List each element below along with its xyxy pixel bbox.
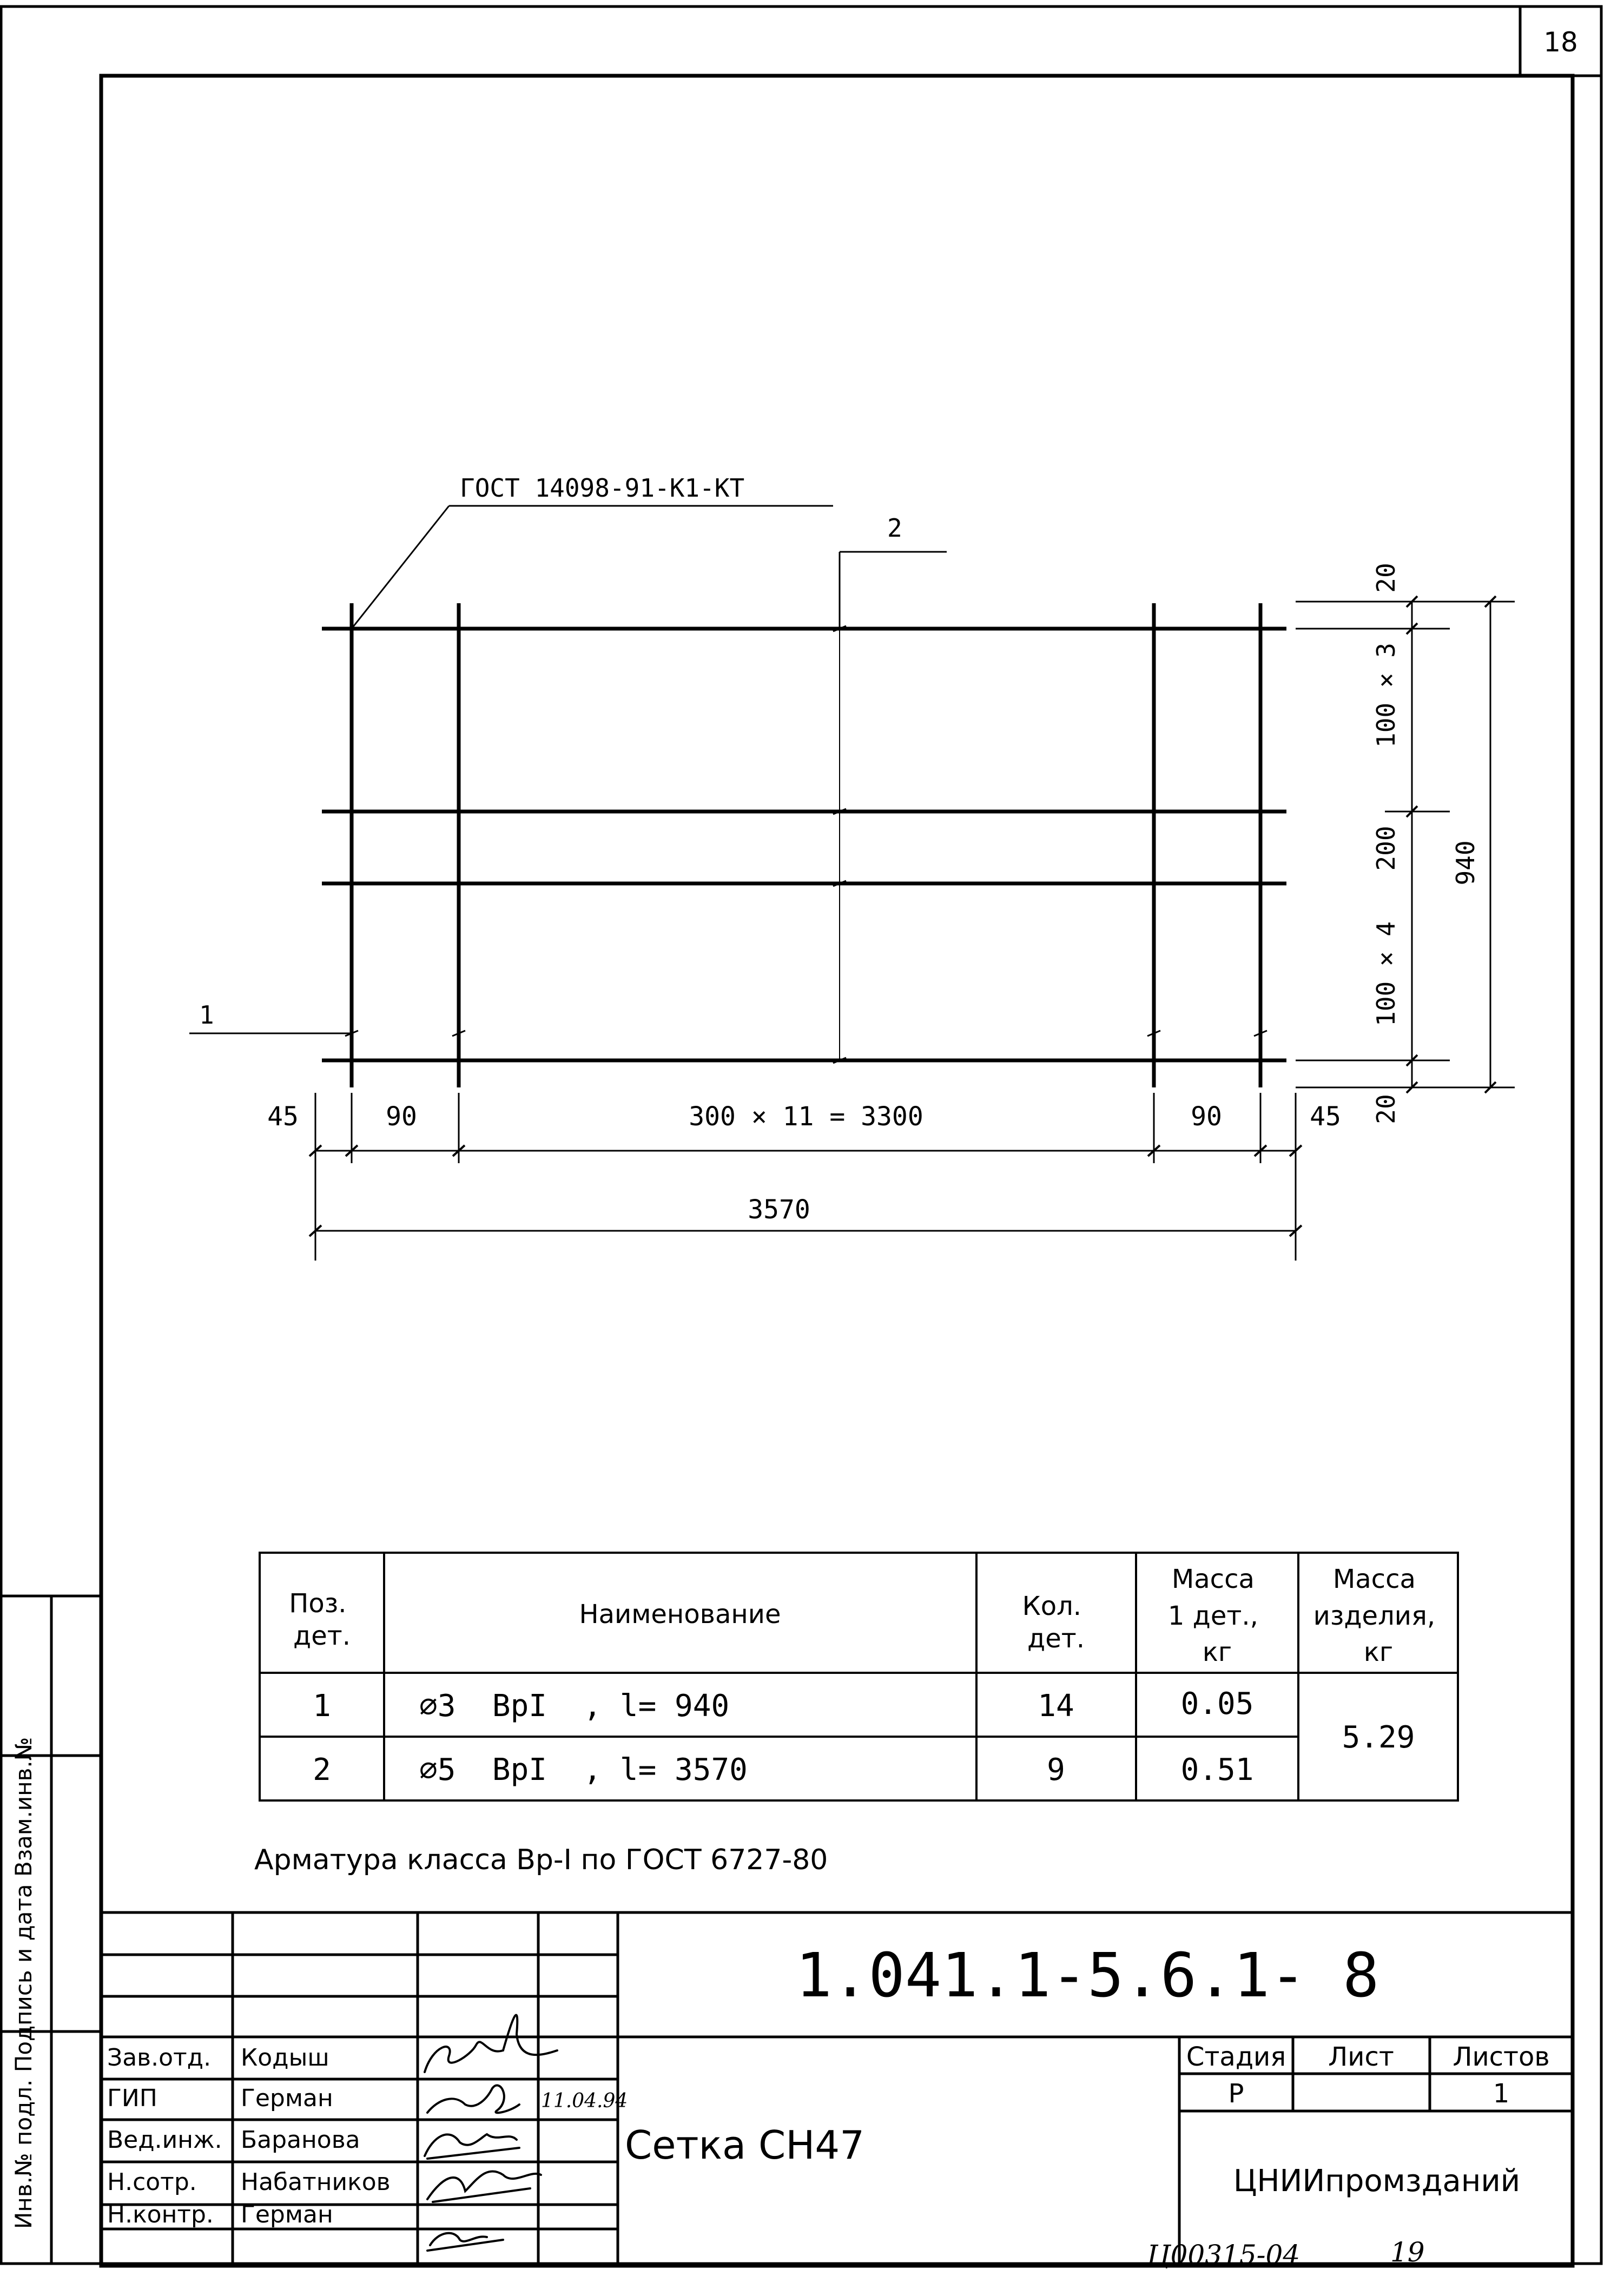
header-pos-line1: Поз.: [289, 1588, 347, 1619]
vertical-dimensions: [1296, 596, 1515, 1093]
sig-role-1: Зав.отд.: [107, 2044, 212, 2072]
bottom-archive-number: Ц00315-04: [1147, 2239, 1300, 2269]
sheet-number: 18: [1543, 27, 1578, 58]
dim-20-top: 20: [1371, 563, 1401, 593]
longitudinal-bars: [322, 629, 1286, 1060]
table-row: [313, 1752, 1253, 1788]
document-code: 1.041.1-5.6.1- 8: [795, 1941, 1379, 2011]
row-1-mass: 0.05: [1180, 1686, 1254, 1721]
header-name: Наименование: [579, 1599, 781, 1630]
header-pos: [289, 1588, 355, 1651]
dim-200: 200: [1371, 826, 1401, 871]
total-mass: 5.29: [1342, 1720, 1415, 1755]
sig-name-5: Герман: [241, 2201, 333, 2228]
header-mass-one: [1168, 1564, 1266, 1667]
row-1-pos: 1: [313, 1688, 331, 1724]
mesh-drawing: [189, 473, 1515, 1261]
dim-45-right: 45: [1310, 1101, 1341, 1132]
dim-20-bottom: 20: [1371, 1094, 1401, 1124]
approval-date: 11.04.94: [541, 2090, 628, 2112]
row-1-qty: 14: [1038, 1688, 1074, 1724]
sheet-frame: [1, 6, 1601, 2266]
stage-label: Стадия: [1186, 2042, 1286, 2072]
header-qty: [1022, 1591, 1090, 1654]
sig-name-4: Набатников: [241, 2168, 391, 2196]
position-1-label: 1: [199, 1000, 214, 1030]
header-mass-product-line3: кг: [1363, 1637, 1394, 1667]
header-mass-one-line1: Масса: [1171, 1564, 1255, 1594]
spec-table: [260, 1553, 1458, 1800]
side-stamp-text: Инв.№ подл. Подпись и дата Взам.инв.№: [10, 1737, 37, 2229]
dim-45-left: 45: [267, 1101, 299, 1132]
dim-90-right: 90: [1191, 1101, 1222, 1132]
sig-role-2: ГИП: [107, 2085, 157, 2112]
dim-total-width: 3570: [748, 1195, 810, 1225]
table-row: [313, 1686, 1253, 1724]
header-mass-product-line2: изделия,: [1313, 1601, 1436, 1631]
sheets-value: 1: [1493, 2079, 1510, 2109]
dim-90-left: 90: [386, 1101, 417, 1132]
organization: ЦНИИпромзданий: [1233, 2164, 1521, 2199]
signature-rows: [107, 2044, 391, 2228]
header-pos-line2: дет.: [293, 1621, 351, 1651]
product-name: Сетка СН47: [625, 2122, 865, 2168]
header-mass-one-line3: кг: [1202, 1637, 1232, 1667]
header-mass-one-line2: 1 дет.,: [1167, 1601, 1258, 1631]
sig-name-2: Герман: [241, 2085, 333, 2112]
reinforcement-note: Арматура класса Вр-I по ГОСТ 6727-80: [254, 1844, 828, 1876]
header-mass-product: [1313, 1564, 1444, 1667]
bottom-page-number: 19: [1390, 2237, 1425, 2268]
row-2-qty: 9: [1047, 1752, 1065, 1788]
sheets-label: Листов: [1453, 2042, 1550, 2072]
row-2-mass: 0.51: [1180, 1752, 1254, 1788]
dim-100x3: 100 × 3: [1371, 643, 1401, 748]
sig-role-4: Н.сотр.: [107, 2168, 197, 2196]
transverse-bars: [352, 603, 1260, 1087]
row-2-pos: 2: [313, 1752, 331, 1788]
dim-total-height: 940: [1451, 840, 1480, 886]
gost-leader: [352, 506, 833, 629]
header-qty-line1: Кол.: [1022, 1591, 1082, 1621]
sig-name-3: Баранова: [241, 2126, 360, 2154]
weld-ticks: [345, 626, 1267, 1063]
header-mass-product-line1: Масса: [1332, 1564, 1416, 1594]
header-qty-line2: дет.: [1027, 1624, 1085, 1654]
row-1-name: ⌀3 ВрI , l= 940: [419, 1688, 730, 1724]
sig-role-5: Н.контр.: [107, 2201, 214, 2228]
stage-value: Р: [1228, 2079, 1244, 2109]
row-2-name: ⌀5 ВрI , l= 3570: [419, 1752, 748, 1788]
dim-spacing: 300 × 11 = 3300: [689, 1101, 923, 1132]
title-block: [101, 1912, 1573, 2266]
sig-role-3: Вед.инж.: [107, 2126, 222, 2154]
dim-100x4: 100 × 4: [1371, 921, 1401, 1026]
gost-leader-label: ГОСТ 14098-91-К1-КТ: [460, 473, 745, 503]
sheet-label: Лист: [1328, 2042, 1394, 2072]
sig-name-1: Кодыш: [241, 2044, 329, 2072]
position-2-label: 2: [887, 513, 902, 543]
position-2-leader: [840, 552, 947, 628]
